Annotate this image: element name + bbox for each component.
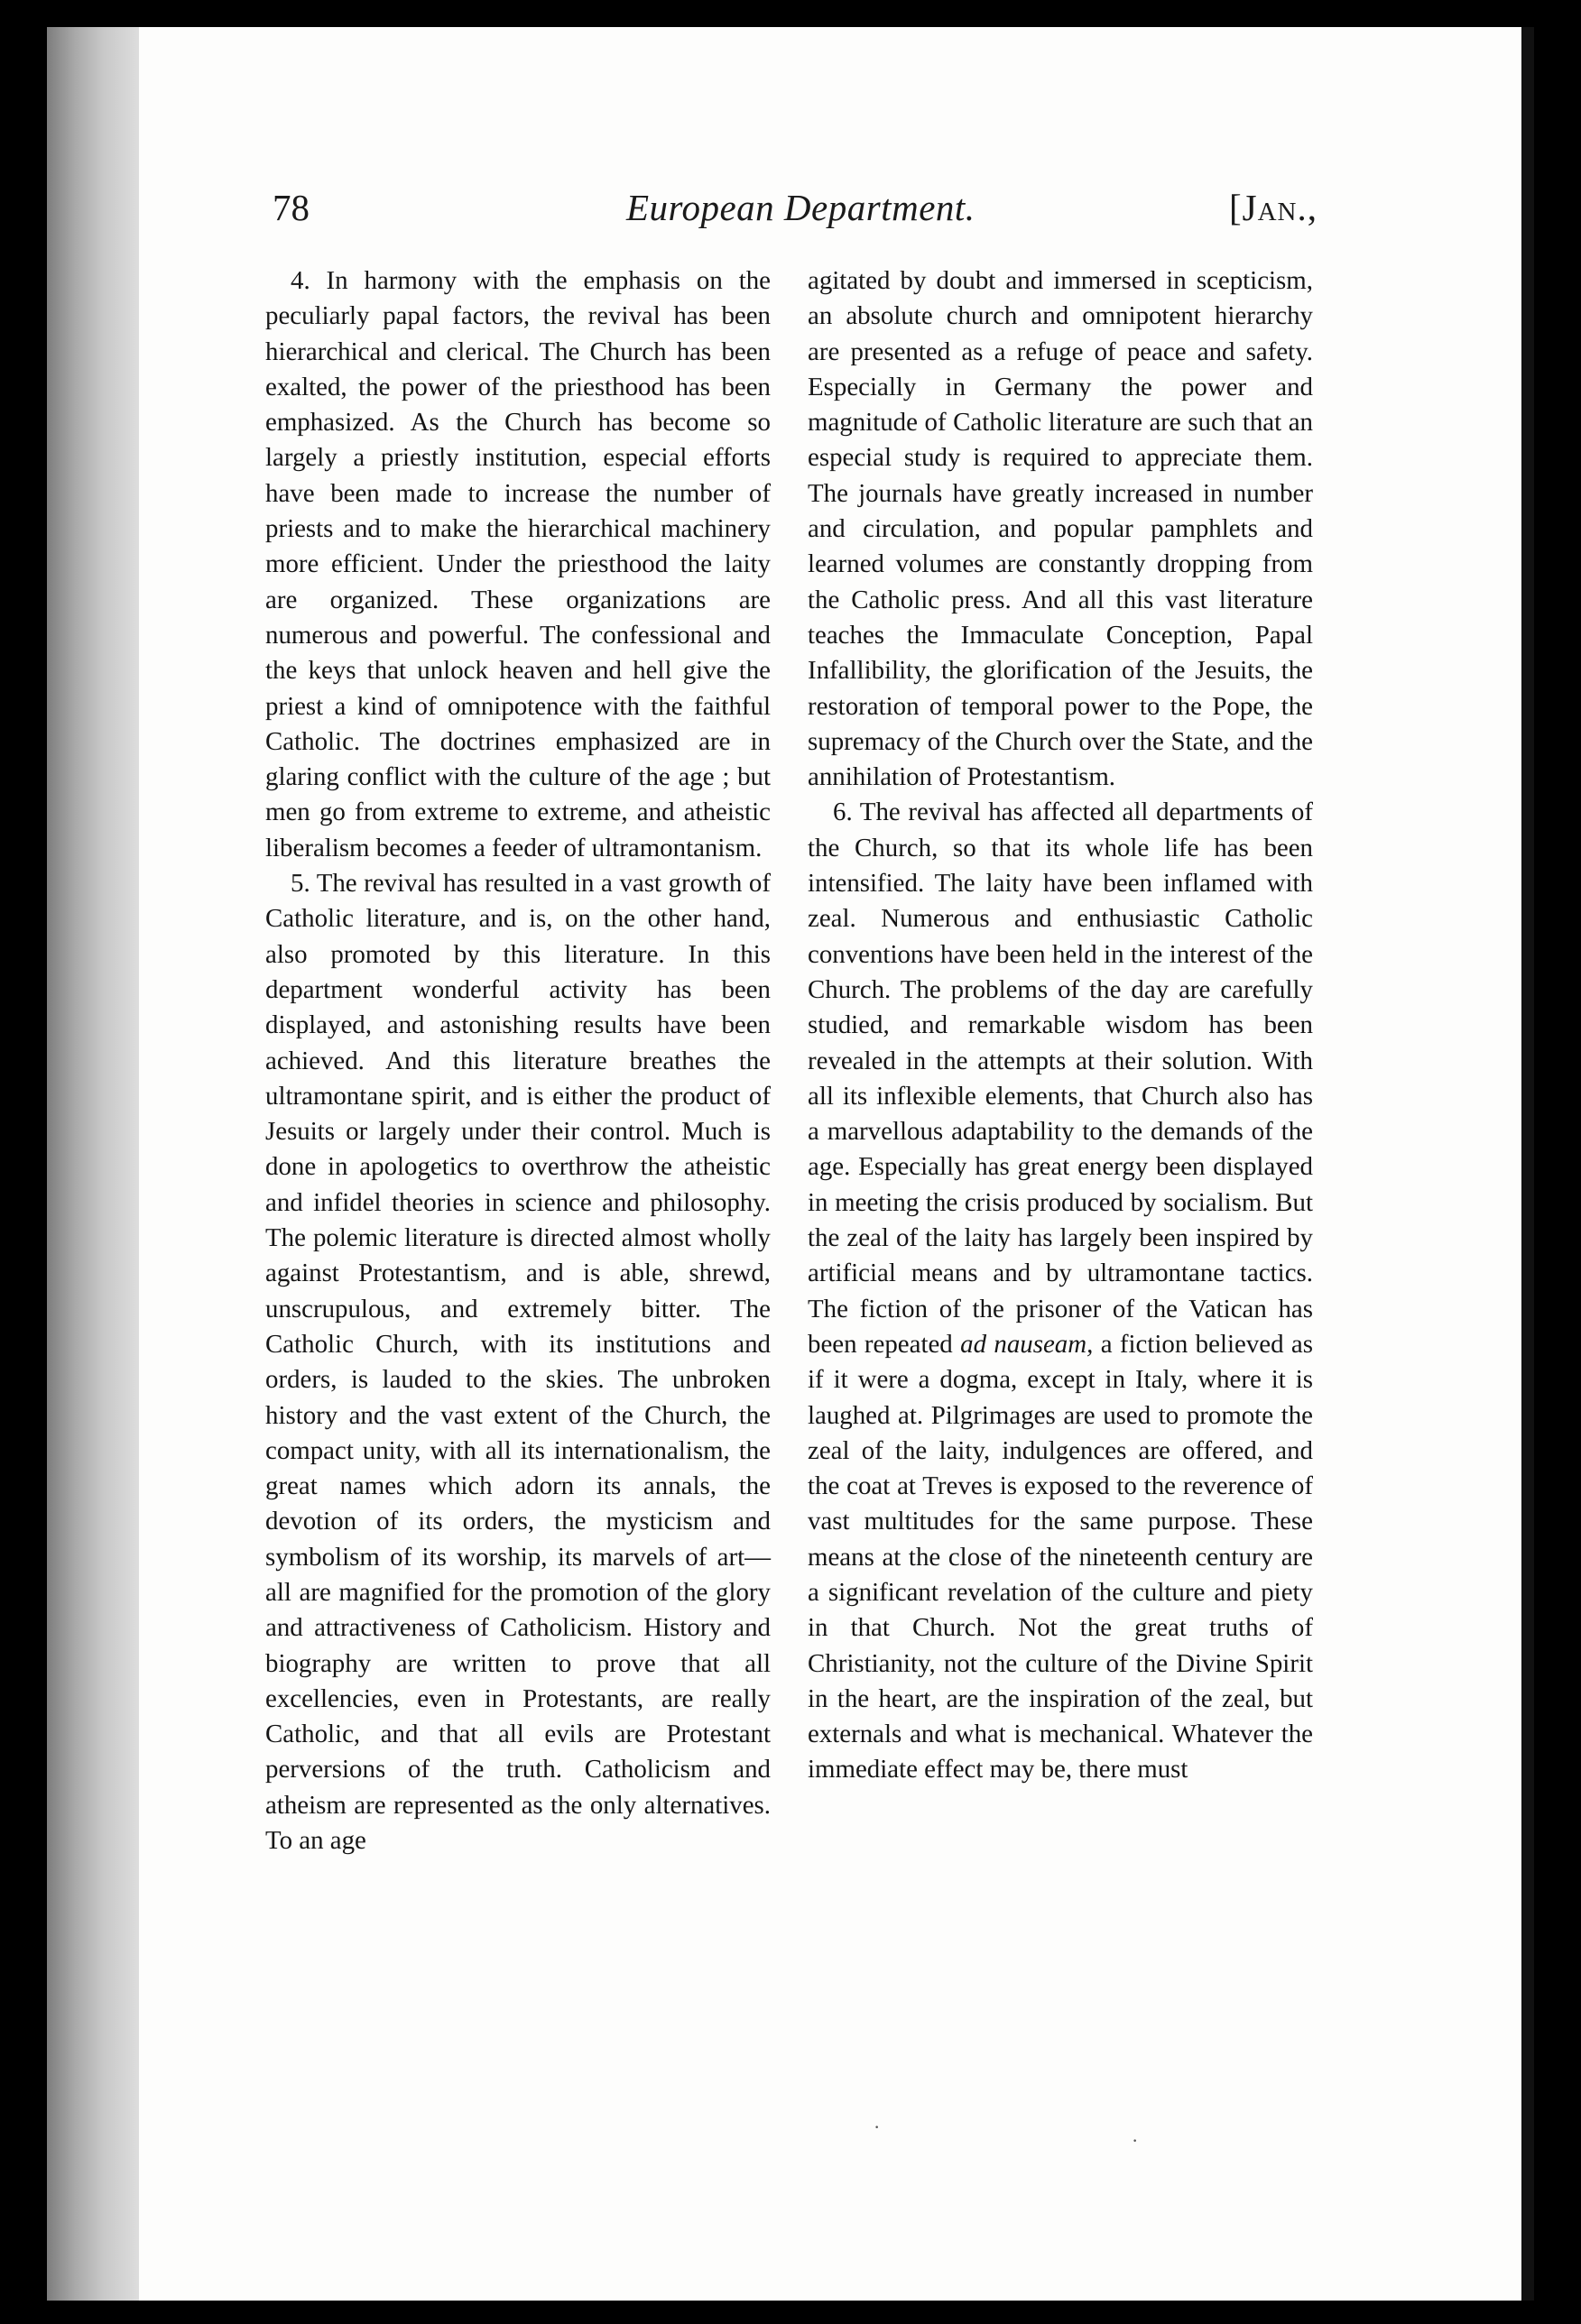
running-head bbox=[139, 159, 1521, 228]
paragraph-6-part-b: a fiction believed as if it were a dogma, except in Italy, where it is laughed at. Pilgrimages are used to promote the zeal of the laity, indulgences are offered, and the coat at Treves is exposed to the reverence of vast multitudes for the same purpose. These means at the close of the nineteenth century are a significant revelation of the culture and piety in that Church. Not the great truths of Christianity, not the culture of the Divine Spirit in the heart, are the inspiration of the zeal, but externals and what is mechanical. Whatever the immediate effect may be, there must bbox=[808, 1329, 1313, 1784]
paragraph-6-italic-phrase: ad nauseam, bbox=[960, 1329, 1094, 1359]
paragraph-5: 5. The revival has resulted in a vast growth of Catholic literature, and is, on the other hand, also promoted by this literature. In this department wonderful activity has been displayed, and astonishing results have been achieved. And this literature breathes the ultramontane spirit, and is either the product of Jesuits or largely under their control. Much is done in apologetics to overthrow the atheistic and infidel theories in science and philosophy. The polemic literature is directed almost wholly against Protestantism, and is able, shrewd, unscrupulous, and extremely bitter. The Catholic Church, with its institutions and orders, is lauded to the skies. The unbroken history and the vast extent of the Church, the compact unity, with all its internationalism, the great names which adorn its annals, the devotion of its orders, the mysticism and symbolism of its worship, its marvels of art—all are magnified for the promotion of the glory and attractiveness of Catholicism. History and biography are written to prove that all excellencies, even in Protestants, are really Catholic, and that all evils are Protestant perversions of the truth. Catholicism and atheism are represented as the only alternatives. To an age bbox=[265, 869, 771, 1856]
right-column bbox=[808, 263, 1313, 1788]
left-column bbox=[265, 263, 771, 1858]
paragraph-6 bbox=[808, 795, 1313, 1787]
issue-month: [Jan., bbox=[1229, 187, 1318, 228]
paragraph-5-continued: agitated by doubt and immersed in scepticism, an absolute church and omnipotent hierarchy are presented as a refuge of peace and safety. Especially in Germany the power and magnitude of Catholic literature are such that an especial study is required to appreciate them. The journals have greatly increased in number and circulation, and popular pamphlets and learned volumes are constantly dropping from the Catholic press. And all this vast literature teaches the Immaculate Conception, Papal Infallibility, the glorification of the Jesuits, the restoration of temporal power to the Pope, the supremacy of the Church over the State, and the annihilation of Protestantism. bbox=[808, 266, 1313, 792]
page-number: 78 bbox=[273, 187, 310, 228]
section-title: European Department. bbox=[626, 187, 975, 228]
scan-speck: · bbox=[874, 2116, 881, 2138]
page-binding-shadow bbox=[47, 27, 141, 2301]
scanned-page bbox=[139, 27, 1521, 2301]
scan-speck: · bbox=[1132, 2129, 1139, 2152]
paragraph-6-part-a: 6. The revival has affected all departments of the Church, so that its whole life has been intensified. The laity have been inflamed with zeal. Numerous and enthusiastic Catholic conventions have been held in the interest of the Church. The problems of the day are carefully studied, and remarkable wisdom has been revealed in the attempts at their solution. With all its inflexible elements, that Church also has a marvellous adaptability to the demands of the age. Especially has great energy been displayed in meeting the crisis produced by socialism. But the zeal of the laity has largely been inspired by artificial means and by ultramontane tactics. The fiction of the prisoner of the Vatican has been repeated bbox=[808, 798, 1313, 1359]
paragraph-4: 4. In harmony with the emphasis on the peculiarly papal factors, the revival has been hierarchical and clerical. The Church has been exalted, the power of the priesthood has been emphasized. As the Church has become so largely a priestly institution, especial efforts have been made to increase the number of priests and to make the hierarchical machinery more efficient. Under the priesthood the laity are organized. These organizations are numerous and powerful. The confessional and the keys that unlock heaven and hell give the priest a kind of omnipotence with the faithful Catholic. The doctrines emphasized are in glaring conflict with the culture of the age ; but men go from extreme to extreme, and atheistic liberalism becomes a feeder of ultramontanism. bbox=[265, 266, 771, 862]
facing-page-edge bbox=[1521, 27, 1534, 2301]
